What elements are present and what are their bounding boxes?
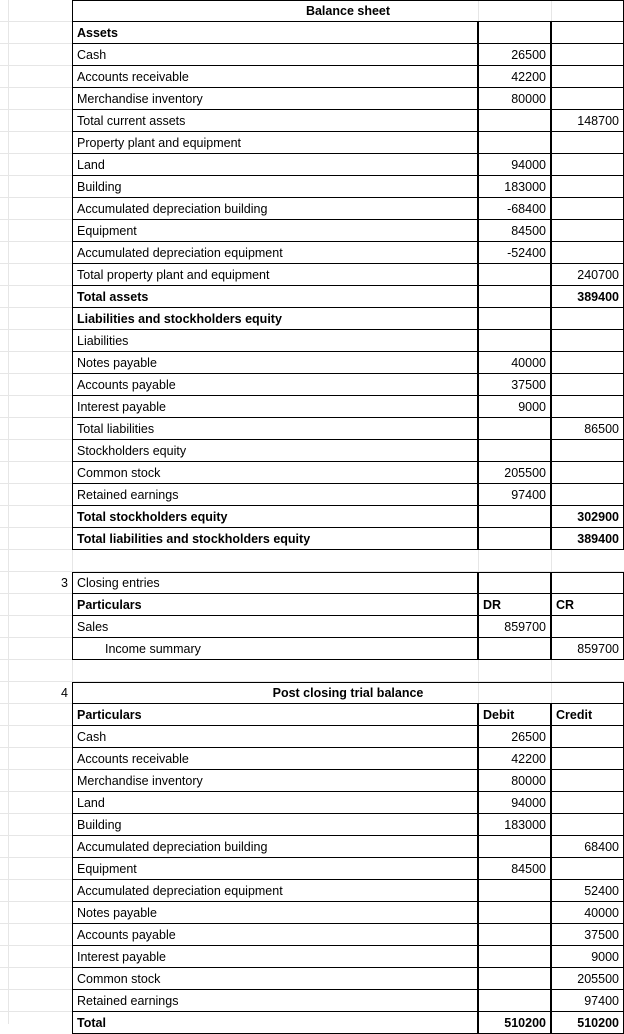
gutter-cell xyxy=(0,770,72,792)
row-debit-value[interactable] xyxy=(478,264,551,286)
gutter-cell xyxy=(0,660,72,682)
gutter-cell xyxy=(0,506,72,528)
gutter-cell xyxy=(0,242,72,264)
row-credit-value[interactable]: 9000 xyxy=(551,946,624,968)
row-label[interactable]: Accounts payable xyxy=(72,924,478,946)
row-debit-value[interactable] xyxy=(478,286,551,308)
gutter-cell xyxy=(0,814,72,836)
row-credit-value[interactable] xyxy=(551,44,624,66)
row-label[interactable]: Total stockholders equity xyxy=(72,506,478,528)
table-row xyxy=(0,946,624,968)
row-credit-value[interactable] xyxy=(551,462,624,484)
row-debit-value[interactable] xyxy=(478,946,551,968)
gutter-cell xyxy=(0,836,72,858)
gutter-cell xyxy=(0,528,72,550)
row-debit-value[interactable]: 80000 xyxy=(478,770,551,792)
column-header-particulars[interactable]: Particulars xyxy=(72,704,478,726)
row-debit-value[interactable] xyxy=(478,132,551,154)
section-title-credit-cell[interactable] xyxy=(551,572,624,594)
row-label[interactable]: Common stock xyxy=(72,968,478,990)
row-label[interactable]: Notes payable xyxy=(72,902,478,924)
row-credit-value[interactable]: 68400 xyxy=(551,836,624,858)
table-row xyxy=(0,836,624,858)
table-row xyxy=(0,726,624,748)
row-label[interactable]: Equipment xyxy=(72,858,478,880)
row-label[interactable]: Stockholders equity xyxy=(72,440,478,462)
row-debit-value[interactable]: 205500 xyxy=(478,462,551,484)
table-row xyxy=(0,924,624,946)
row-debit-value[interactable] xyxy=(478,528,551,550)
table-row xyxy=(0,770,624,792)
section-title-debit-cell[interactable] xyxy=(478,572,551,594)
gutter-cell xyxy=(0,594,72,616)
column-header-row xyxy=(0,594,624,616)
row-credit-value[interactable]: 52400 xyxy=(551,880,624,902)
gutter-cell xyxy=(0,110,72,132)
row-debit-value[interactable]: 510200 xyxy=(478,1012,551,1034)
row-credit-value[interactable]: 97400 xyxy=(551,990,624,1012)
table-row xyxy=(0,220,624,242)
row-debit-value[interactable]: 94000 xyxy=(478,154,551,176)
sheet-empty-area xyxy=(72,660,624,682)
row-debit-value[interactable] xyxy=(478,440,551,462)
row-credit-value[interactable]: 148700 xyxy=(551,110,624,132)
column-header-credit[interactable]: CR xyxy=(551,594,624,616)
row-label[interactable]: Assets xyxy=(72,22,478,44)
gutter-cell xyxy=(0,396,72,418)
table-row xyxy=(0,990,624,1012)
row-label[interactable]: Total property plant and equipment xyxy=(72,264,478,286)
row-label[interactable]: Cash xyxy=(72,726,478,748)
row-label[interactable]: Equipment xyxy=(72,220,478,242)
gutter-cell xyxy=(0,220,72,242)
table-row xyxy=(0,858,624,880)
row-debit-value[interactable]: 84500 xyxy=(478,220,551,242)
table-row xyxy=(0,176,624,198)
step-marker-3: 3 xyxy=(61,576,68,590)
row-label[interactable]: Income summary xyxy=(72,638,478,660)
row-debit-value[interactable]: 97400 xyxy=(478,484,551,506)
gutter-cell xyxy=(0,198,72,220)
column-header-debit[interactable]: Debit xyxy=(478,704,551,726)
sheet-empty-area xyxy=(72,550,624,572)
gutter-cell xyxy=(0,902,72,924)
table-row xyxy=(0,286,624,308)
table-row xyxy=(0,616,624,638)
row-label[interactable]: Merchandise inventory xyxy=(72,770,478,792)
row-debit-value[interactable] xyxy=(478,110,551,132)
row-credit-value[interactable]: 240700 xyxy=(551,264,624,286)
gutter-cell xyxy=(0,462,72,484)
gutter-cell xyxy=(0,132,72,154)
gutter-cell xyxy=(0,286,72,308)
row-label[interactable]: Property plant and equipment xyxy=(72,132,478,154)
row-credit-value[interactable]: 859700 xyxy=(551,638,624,660)
section-title-closing-entries[interactable]: Closing entries xyxy=(72,572,478,594)
row-credit-value[interactable] xyxy=(551,726,624,748)
row-credit-value[interactable] xyxy=(551,66,624,88)
table-row xyxy=(0,506,624,528)
column-header-row xyxy=(0,704,624,726)
gutter-cell xyxy=(0,1012,72,1034)
table-row xyxy=(0,352,624,374)
gutter-cell xyxy=(0,66,72,88)
table-row xyxy=(0,198,624,220)
row-label[interactable]: Notes payable xyxy=(72,352,478,374)
row-label[interactable]: Total assets xyxy=(72,286,478,308)
table-row xyxy=(0,242,624,264)
row-credit-value[interactable] xyxy=(551,792,624,814)
row-credit-value[interactable] xyxy=(551,176,624,198)
row-credit-value[interactable]: 86500 xyxy=(551,418,624,440)
row-debit-value[interactable]: 183000 xyxy=(478,814,551,836)
gutter-cell xyxy=(0,176,72,198)
table-row xyxy=(0,418,624,440)
row-label[interactable]: Land xyxy=(72,792,478,814)
row-label[interactable]: Common stock xyxy=(72,462,478,484)
row-credit-value[interactable] xyxy=(551,88,624,110)
row-label[interactable]: Accumulated depreciation equipment xyxy=(72,242,478,264)
column-header-particulars[interactable]: Particulars xyxy=(72,594,478,616)
gutter-cell xyxy=(0,550,72,572)
gutter-cell xyxy=(0,616,72,638)
row-credit-value[interactable] xyxy=(551,132,624,154)
row-credit-value[interactable] xyxy=(551,858,624,880)
row-debit-value[interactable]: 94000 xyxy=(478,792,551,814)
row-debit-value[interactable] xyxy=(478,836,551,858)
row-label[interactable]: Building xyxy=(72,176,478,198)
row-debit-value[interactable] xyxy=(478,22,551,44)
gutter-cell xyxy=(0,44,72,66)
gutter-cell xyxy=(0,880,72,902)
row-label[interactable]: Building xyxy=(72,814,478,836)
row-label[interactable]: Total liabilities xyxy=(72,418,478,440)
row-credit-value[interactable] xyxy=(551,814,624,836)
row-label[interactable]: Retained earnings xyxy=(72,484,478,506)
gutter-cell xyxy=(0,440,72,462)
row-debit-value[interactable]: 42200 xyxy=(478,66,551,88)
table-row xyxy=(0,792,624,814)
step-marker-4: 4 xyxy=(61,686,68,700)
table-row xyxy=(0,396,624,418)
row-debit-value[interactable]: 9000 xyxy=(478,396,551,418)
table-row xyxy=(0,528,624,550)
gutter-cell xyxy=(0,968,72,990)
row-credit-value[interactable] xyxy=(551,396,624,418)
gutter-cell xyxy=(0,726,72,748)
row-label[interactable]: Accounts receivable xyxy=(72,748,478,770)
section-title-row xyxy=(0,0,624,22)
row-credit-value[interactable] xyxy=(551,440,624,462)
gutter-cell xyxy=(0,946,72,968)
section-title-row xyxy=(0,572,624,594)
row-label[interactable]: Accumulated depreciation building xyxy=(72,198,478,220)
row-debit-value[interactable]: 37500 xyxy=(478,374,551,396)
row-label[interactable]: Accumulated depreciation equipment xyxy=(72,880,478,902)
row-credit-value[interactable]: 510200 xyxy=(551,1012,624,1034)
row-credit-value[interactable] xyxy=(551,770,624,792)
row-debit-value[interactable] xyxy=(478,902,551,924)
gutter-cell xyxy=(0,264,72,286)
gutter-cell xyxy=(0,748,72,770)
row-debit-value[interactable]: 26500 xyxy=(478,44,551,66)
row-debit-value[interactable] xyxy=(478,968,551,990)
table-row xyxy=(0,330,624,352)
gutter-cell xyxy=(0,308,72,330)
row-debit-value[interactable] xyxy=(478,308,551,330)
table-row xyxy=(0,154,624,176)
row-credit-value[interactable] xyxy=(551,308,624,330)
row-debit-value[interactable] xyxy=(478,506,551,528)
table-row xyxy=(0,638,624,660)
row-label[interactable]: Total xyxy=(72,1012,478,1034)
row-credit-value[interactable] xyxy=(551,154,624,176)
row-label[interactable]: Total liabilities and stockholders equity xyxy=(72,528,478,550)
row-label[interactable]: Land xyxy=(72,154,478,176)
gutter-cell xyxy=(0,484,72,506)
row-credit-value[interactable]: 389400 xyxy=(551,528,624,550)
table-row xyxy=(0,88,624,110)
row-label[interactable]: Cash xyxy=(72,44,478,66)
row-credit-value[interactable] xyxy=(551,220,624,242)
section-title-post-closing-trial-balance[interactable]: Post closing trial balance xyxy=(72,682,624,704)
table-row xyxy=(0,968,624,990)
gutter-cell xyxy=(0,418,72,440)
section-title-row xyxy=(0,682,624,704)
row-debit-value[interactable]: 183000 xyxy=(478,176,551,198)
row-credit-value[interactable] xyxy=(551,330,624,352)
table-row xyxy=(0,880,624,902)
column-header-debit[interactable]: DR xyxy=(478,594,551,616)
gutter-cell xyxy=(0,924,72,946)
row-credit-value[interactable] xyxy=(551,198,624,220)
table-row xyxy=(0,22,624,44)
row-credit-value[interactable] xyxy=(551,22,624,44)
table-row xyxy=(0,308,624,330)
row-label[interactable]: Total current assets xyxy=(72,110,478,132)
row-credit-value[interactable]: 302900 xyxy=(551,506,624,528)
table-row xyxy=(0,374,624,396)
gutter-cell xyxy=(0,858,72,880)
row-debit-value[interactable]: 859700 xyxy=(478,616,551,638)
row-debit-value[interactable]: 80000 xyxy=(478,88,551,110)
gutter-cell xyxy=(0,22,72,44)
row-label[interactable]: Accounts payable xyxy=(72,374,478,396)
row-label[interactable]: Interest payable xyxy=(72,396,478,418)
row-debit-value[interactable] xyxy=(478,330,551,352)
column-header-credit[interactable]: Credit xyxy=(551,704,624,726)
table-row xyxy=(0,440,624,462)
table-row xyxy=(0,484,624,506)
row-credit-value[interactable] xyxy=(551,374,624,396)
table-row xyxy=(0,814,624,836)
row-credit-value[interactable] xyxy=(551,484,624,506)
row-label[interactable]: Retained earnings xyxy=(72,990,478,1012)
row-label[interactable]: Interest payable xyxy=(72,946,478,968)
row-debit-value[interactable]: 40000 xyxy=(478,352,551,374)
row-credit-value[interactable]: 389400 xyxy=(551,286,624,308)
gutter-cell xyxy=(0,374,72,396)
table-row xyxy=(0,110,624,132)
row-debit-value[interactable] xyxy=(478,990,551,1012)
row-credit-value[interactable] xyxy=(551,352,624,374)
row-debit-value[interactable]: -52400 xyxy=(478,242,551,264)
row-credit-value[interactable] xyxy=(551,242,624,264)
row-label[interactable]: Accounts receivable xyxy=(72,66,478,88)
gutter-cell xyxy=(0,352,72,374)
row-debit-value[interactable]: 42200 xyxy=(478,748,551,770)
row-credit-value[interactable]: 40000 xyxy=(551,902,624,924)
section-title-balance-sheet[interactable]: Balance sheet xyxy=(72,0,624,22)
row-credit-value[interactable] xyxy=(551,616,624,638)
row-debit-value[interactable]: -68400 xyxy=(478,198,551,220)
row-credit-value[interactable]: 205500 xyxy=(551,968,624,990)
gutter-cell xyxy=(0,0,72,22)
spacer-row xyxy=(0,550,624,572)
gutter-cell xyxy=(0,638,72,660)
row-label[interactable]: Accumulated depreciation building xyxy=(72,836,478,858)
table-row xyxy=(0,902,624,924)
table-row xyxy=(0,132,624,154)
row-label[interactable]: Sales xyxy=(72,616,478,638)
table-row xyxy=(0,462,624,484)
row-debit-value[interactable]: 26500 xyxy=(478,726,551,748)
row-debit-value[interactable] xyxy=(478,638,551,660)
row-debit-value[interactable] xyxy=(478,880,551,902)
gutter-cell xyxy=(0,154,72,176)
gutter-cell xyxy=(0,88,72,110)
table-row xyxy=(0,748,624,770)
gutter-cell xyxy=(0,330,72,352)
spacer-row xyxy=(0,660,624,682)
row-credit-value[interactable] xyxy=(551,748,624,770)
gutter-cell xyxy=(0,990,72,1012)
table-row xyxy=(0,44,624,66)
row-label[interactable]: Merchandise inventory xyxy=(72,88,478,110)
table-row xyxy=(0,66,624,88)
row-credit-value[interactable]: 37500 xyxy=(551,924,624,946)
row-label[interactable]: Liabilities xyxy=(72,330,478,352)
gutter-cell xyxy=(0,704,72,726)
table-row xyxy=(0,1012,624,1034)
row-debit-value[interactable]: 84500 xyxy=(478,858,551,880)
row-debit-value[interactable] xyxy=(478,418,551,440)
gutter-cell xyxy=(0,792,72,814)
row-debit-value[interactable] xyxy=(478,924,551,946)
row-label[interactable]: Liabilities and stockholders equity xyxy=(72,308,478,330)
table-row xyxy=(0,264,624,286)
